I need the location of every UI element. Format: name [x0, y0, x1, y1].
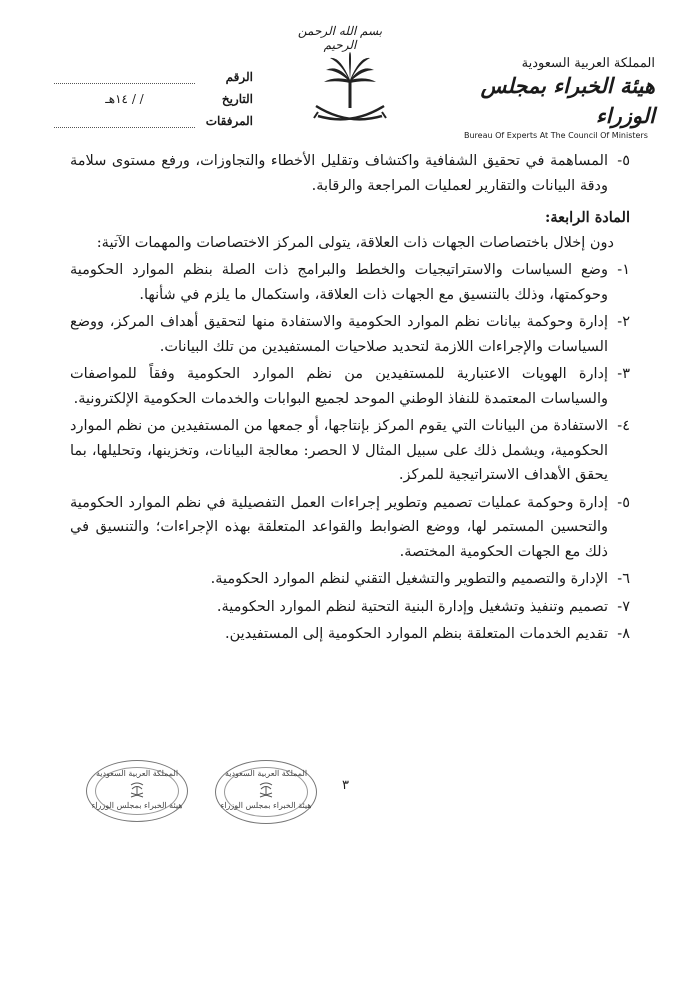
stamp-kingdom-text: المملكة العربية السعودية — [95, 769, 179, 778]
list-item — [70, 414, 630, 488]
reference-value — [54, 69, 195, 84]
page-number: ٣ — [342, 778, 349, 793]
item-text: الاستفادة من البيانات التي يقوم المركز بإنتاجها، أو جمعها من المستفيدين من نظم الموارد الحكومية، ويشمل ذلك على سبيل المثال لا الحصر: معالجة البيانات، وتخزينها، وتحليلها، بما يحقق الأهداف الاستراتيجية للمركز. — [70, 418, 608, 483]
official-stamp-left — [86, 760, 188, 822]
item-text: تصميم وتنفيذ وتشغيل وإدارة البنية التحتية لنظم الموارد الحكومية. — [216, 598, 608, 615]
item-text: الإدارة والتصميم والتطوير والتشغيل التقني لنظم الموارد الحكومية. — [210, 571, 608, 587]
palm-emblem-icon — [258, 781, 274, 799]
stamp-kingdom-text: المملكة العربية السعودية — [224, 769, 308, 778]
date-row — [48, 84, 253, 106]
item-number: ٥- — [617, 153, 630, 169]
attachments-label: المرفقات — [205, 114, 253, 128]
item-number: ٥- — [617, 494, 630, 511]
list-item — [70, 362, 630, 411]
reference-row — [48, 62, 253, 84]
article-intro: دون إخلال باختصاصات الجهات ذات العلاقة، يتولى المركز الاختصاصات والمهمات الآتية: — [96, 234, 614, 251]
basmala: بسم الله الرحمن الرحيم — [297, 24, 383, 52]
item-text: المساهمة في تحقيق الشفافية واكتشاف وتقليل الأخطاء والتجاوزات، ورفع مستوى سلامة ودقة البيانات والتقارير لعمليات المراجعة والرقابة. — [70, 153, 608, 194]
list-item-previous-5 — [70, 149, 630, 198]
item-number: ٧- — [617, 598, 630, 615]
document-body — [70, 146, 630, 647]
item-text: تقديم الخدمات المتعلقة بنظم الموارد الحكومية إلى المستفيدين. — [225, 626, 608, 642]
official-stamp-right — [215, 760, 317, 824]
stamp-bureau-text: هيئة الخبراء بمجلس الوزراء — [220, 801, 312, 810]
palm-swords-emblem-icon — [308, 50, 392, 130]
date-label: التاريخ — [221, 92, 253, 106]
item-text: إدارة وحوكمة بيانات نظم الموارد الحكومية والاستفادة منها لتحقيق أهداف المركز، ووضع السياسات والإجراءات اللازمة لتحديد صلاحيات المستفيدين من تلك البيانات. — [70, 314, 608, 355]
item-number: ٣- — [617, 366, 630, 382]
document-meta-fields — [48, 62, 253, 128]
item-number: ٨- — [617, 626, 630, 642]
item-number: ٤- — [617, 418, 630, 434]
list-item — [70, 258, 630, 307]
bureau-logo — [460, 56, 655, 140]
kingdom-name: المملكة العربية السعودية — [521, 56, 655, 71]
item-number: ٢- — [617, 314, 630, 330]
attachments-value — [54, 113, 195, 128]
item-number: ١- — [617, 262, 630, 278]
attachments-row — [48, 106, 253, 128]
item-text: وضع السياسات والاستراتيجيات والخطط والبرامج ذات الصلة بنظم الموارد الحكومية وحوكمتها، وذلك بالتنسيق مع الجهات ذات العلاقة، واستكمال ما يلزم في شأنها. — [70, 262, 608, 303]
date-value: / / ١٤هـ — [105, 92, 144, 106]
stamp-bureau-text: هيئة الخبراء بمجلس الوزراء — [91, 801, 183, 810]
bureau-name-english: Bureau Of Experts At The Council Of Ministers — [464, 131, 648, 140]
palm-emblem-icon — [129, 781, 145, 799]
list-item — [70, 595, 630, 620]
list-item — [70, 491, 630, 565]
list-item — [70, 567, 630, 592]
bureau-name-arabic: هيئة الخبراء بمجلس الوزراء — [480, 73, 655, 128]
article-heading: المادة الرابعة: — [545, 209, 630, 226]
item-text: إدارة الهويات الاعتبارية للمستفيدين من نظم الموارد الحكومية وفقاً للمواصفات والسياسات المعتمدة للنفاذ الوطني الموحد لجميع البوابات والخدمات الحكومية الإلكترونية. — [70, 366, 608, 407]
list-item — [70, 622, 630, 647]
list-item — [70, 310, 630, 359]
item-text: إدارة وحوكمة عمليات تصميم وتطوير إجراءات العمل التفصيلية في نظم الموارد الحكومية والتحسين المستمر لها، ووضع الضوابط والقواعد المتعلقة بهذه الإجراءات؛ والتنسيق في ذلك مع الجهات الحكومية المختصة. — [70, 494, 608, 560]
item-number: ٦- — [617, 571, 630, 587]
reference-label: الرقم — [225, 70, 253, 84]
